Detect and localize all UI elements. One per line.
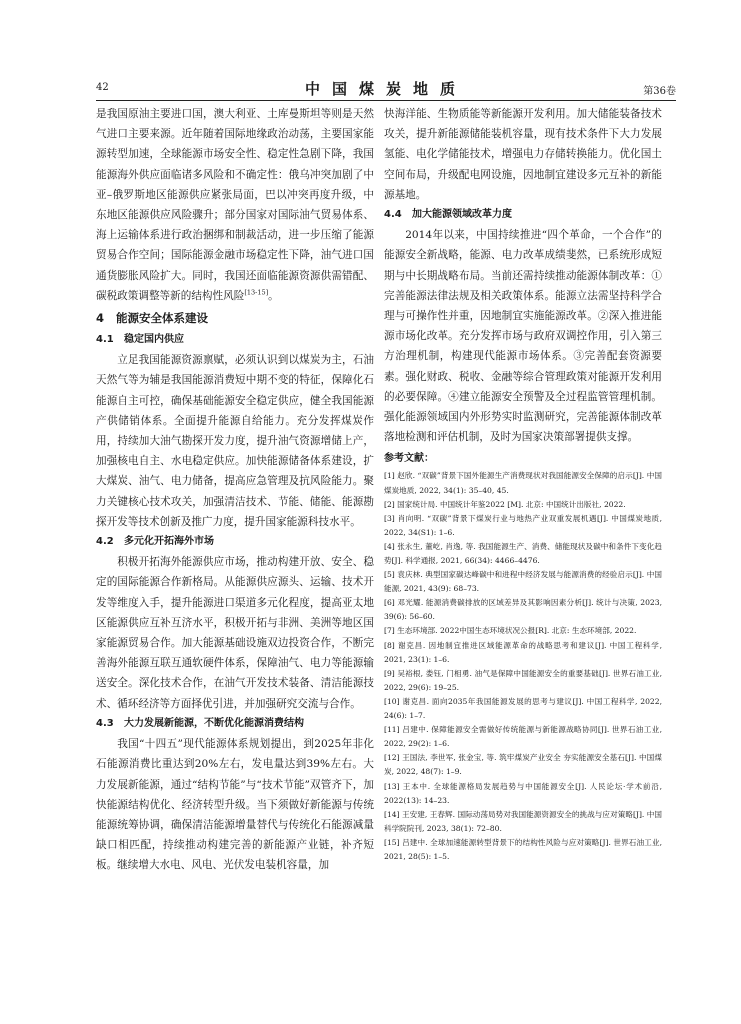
reference-item: [10] 谢克昌. 面向2035年我国能源发展的思考与建议[J]. 中国工程科学, 2022, 24(6): 1–7. (384, 696, 662, 721)
reference-item: [13] 王本中. 全球能源格局发展趋势与中国能源安全[J]. 人民论坛·学术前沿, 2022(13): 14–23. (384, 781, 662, 805)
reference-item: [14] 王安建, 王春辉. 国际动荡局势对我国能源资源安全的挑战与应对策略[J]. 中国科学院院刊, 2023, 38(1): 72–80. (384, 809, 662, 833)
volume-label: 第36卷 (643, 86, 676, 97)
paragraph-4-1: 立足我国能源资源禀赋，必须认识到以煤炭为主，石油天然气等为辅是我国能源消费短中期不变的特征，保障化石能源自主可控，确保基础能源安全稳定供应，健全我国能源产供储销体系。全面提升能源自给能力。充分发挥煤炭作用，持续加大油气勘探开发力度，提升油气资源增储上产，加强核电自主、水电稳定供应。加快能源储备体系建设，扩大煤炭、油气、电力储备，提高应急管理及抗风险能力。聚力关键核心技术攻关，加强清洁技术、节能、储能、能源勘探开发等技术创新及推广力度，提升国家能源科技水平。 (96, 354, 374, 528)
left-column (96, 104, 374, 876)
reference-item: [3] 肖向明. “双碳”背景下煤炭行业与地热产业双重发展机遇[J]. 中国煤炭地质, 2022, 34(S1): 1–6. (384, 513, 662, 537)
reference-item: [11] 吕建中. 保障能源安全需做好传统能源与新能源战略协同[J]. 世界石油工业, 2022, 29(2): 1–6. (384, 725, 662, 749)
subsection-number: 4.4 (384, 209, 402, 221)
reference-item: [15] 吕建中. 全球加速能源转型背景下的结构性风险与应对策略[J]. 世界石油工业, 2021, 28(5): 1–5. (384, 837, 662, 861)
paragraph-intro-end: 。 (268, 289, 279, 302)
paragraph-4-3: 我国“十四五”现代能源体系规划提出，到2025年非化石能源消费比重达到20%左右，发电量达到39%左右。大力发展新能源，通过“结构节能”与“技术节能”双管齐下，加快能源结构优化、经济转型升级。当下须做好新能源与传统能源统筹协调，确保清洁能源增量替代与传统化石能源减量缺口相匹配，持续推动构建完善的新能源产业链，补齐短板。继续增大水电、风电、光伏发电装机容量，加 (96, 738, 374, 872)
citation: [13-15] (244, 288, 269, 297)
page-number: 42 (96, 82, 109, 93)
reference-list (384, 469, 662, 864)
subsection-number: 4.3 (96, 717, 114, 729)
subsection-title: 稳定国内供应 (124, 334, 184, 346)
section-number: 4 (96, 311, 105, 326)
paragraph-intro (96, 104, 374, 306)
reference-item: [5] 袁庆林. 典型国家碳达峰碳中和进程中经济发展与能源消费的经验启示[J]. 中国能源, 2021, 43(9): 68–73. (384, 570, 662, 594)
paragraph-4-3-continued: 快海洋能、生物质能等新能源开发利用。加大储能装备技术攻关，提升新能源储能装机容量，现有技术条件下大力发展氢能、电化学储能技术，增强电力存储转换能力。优化国土空间布局，升级配电网设施，因地制宜建设多元互补的新能源基地。 (384, 108, 662, 201)
paragraph-4-4: 2014年以来，中国持续推进“四个革命，一个合作”的能源安全新战略，能源、电力改革成绩斐然，已系统形成短期与中长期战略布局。当前还需持续推动能源体制改革：①完善能源法律法规及相关政策体系。能源立法需坚持科学合理与可操作性并重，因地制宜实施能源改革。②深入推进能源市场化改革。充分发挥市场与政府双调控作用，引入第三方治理机制，构建现代能源市场体系。③完善配套资源要素。强化财政、税收、金融等综合管理政策对能源开发利用的必要保障。④建立能源安全预警及全过程监管管理机制。强化能源领域国内外形势实时监测研究，完善能源体制改革落地检测和评估机制，及时为国家决策部署提供支撑。 (384, 229, 662, 444)
reference-item: [2] 国家统计局. 中国统计年鉴2022 [M]. 北京: 中国统计出版社, 2022. (384, 499, 626, 509)
reference-item: [9] 吴裕根, 娄钰, 门相勇. 油气是保障中国能源安全的重要基础[J]. 世界石油工业, 2022, 29(6): 19–25. (384, 668, 662, 692)
header-rule (96, 100, 676, 101)
subsection-number: 4.2 (96, 536, 114, 548)
reference-item: [12] 王国法, 李世军, 张金宝, 等. 筑牢煤炭产业安全 夯实能源安全基石[J]. 中国煤炭, 2022, 48(7): 1–9. (384, 753, 662, 777)
subsection-heading-4-2 (96, 532, 374, 552)
subsection-title: 多元化开拓海外市场 (124, 536, 214, 548)
subsection-heading-4-4 (384, 205, 662, 225)
subsection-title: 大力发展新能源，不断优化能源消费结构 (124, 717, 304, 729)
paragraph-4-2: 积极开拓海外能源供应市场，推动构建开放、安全、稳定的国际能源合作新格局。从能源供应源头、运输、技术开发等维度入手，提升能源进口渠道多元化程度，提高亚太地区能源供应互补互济水平，积极开拓与非洲、美洲等地区国家能源贸易合作。加大能源基础设施双边投资合作，不断完善海外能源互联互通软硬件体系，保障油气、电力等能源输送安全。深化技术合作，在油气开发技术装备、清洁能源技术、循环经济等方面择优引进，并加强研究交流与合作。 (96, 556, 374, 710)
paragraph-intro-text: 是我国原油主要进口国，澳大利亚、土库曼斯坦等则是天然气进口主要来源。近年随着国际地缘政治动荡，主要国家能源转型加速，全球能源市场安全性、稳定性急剧下降，我国能源海外供应面临诸多风险和不确定性：俄乌冲突加剧了中亚–俄罗斯地区能源供应紧张局面，巴以冲突再度升级，中东地区能源供应风险骤升；部分国家对国际油气贸易体系、海上运输体系进行政治捆绑和制裁活动，进一步压缩了能源贸易合作空间；国际能源金融市场稳定性下降，油气进口国通货膨胀风险扩大。同时，我国还面临能源资源供需错配、碳税政策调整等新的结构性风险 (96, 108, 374, 302)
subsection-heading-4-3 (96, 714, 374, 734)
reference-item: [7] 生态环境部. 2022中国生态环境状况公报[R]. 北京: 生态环境部, 2022. (384, 626, 637, 636)
reference-item: [8] 谢克昌. 因地制宜推进区域能源革命的战略思考和建议[J]. 中国工程科学, 2021, 23(1): 1–6. (384, 640, 662, 664)
references-heading: 参考文献： (384, 453, 434, 465)
reference-item: [1] 赵欣. “双碳”背景下国外能源生产消费现状对我国能源安全保障的启示[J]. 中国煤炭地质, 2022, 34(1): 35–40, 45. (384, 471, 662, 495)
reference-item: [4] 张永生, 董屹, 肖逸, 等. 我国能源生产、消费、储能现状及碳中和条件下变化趋势[J]. 科学通报, 2021, 66(34): 4466–4476. (384, 541, 662, 566)
subsection-title: 加大能源领域改革力度 (412, 209, 512, 221)
reference-item: [6] 邓光耀. 能源消费碳排放的区域差异及其影响因素分析[J]. 统计与决策, 2023, 39(6): 56–60. (384, 598, 662, 622)
section-title: 能源安全体系建设 (116, 311, 208, 326)
right-column (384, 104, 662, 864)
section-heading-4 (96, 307, 374, 329)
journal-title: 中国煤炭地质 (304, 80, 467, 98)
subsection-heading-4-1 (96, 330, 374, 350)
running-header (96, 78, 676, 100)
subsection-number: 4.1 (96, 334, 114, 346)
